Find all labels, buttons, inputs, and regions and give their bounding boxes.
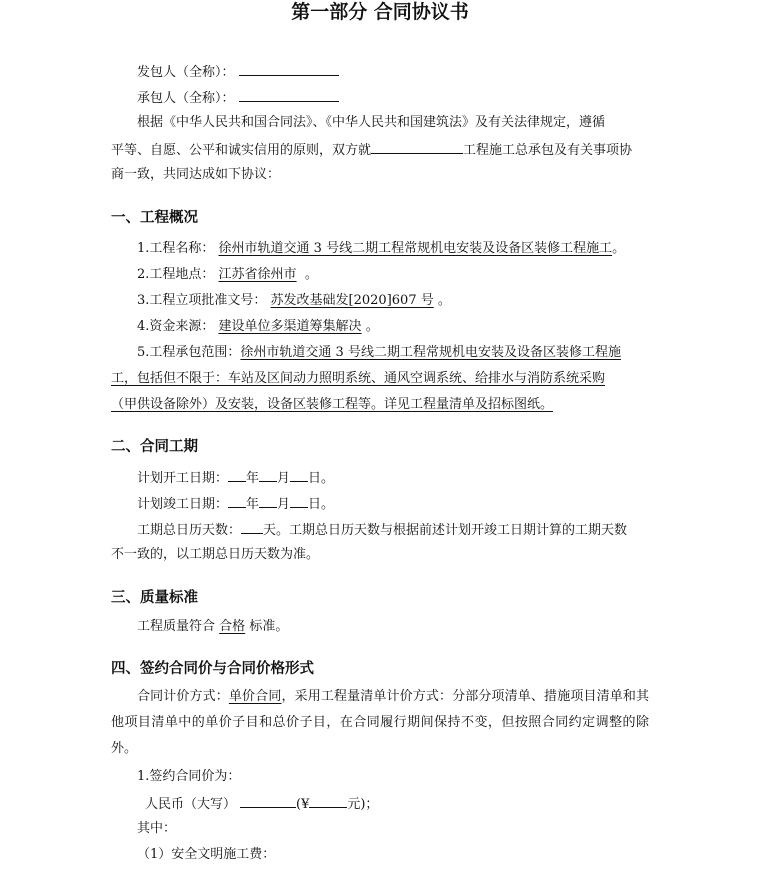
finish-day-blank	[290, 494, 308, 508]
total-days-row	[137, 520, 627, 540]
start-month-blank	[259, 468, 277, 482]
project-name-blank	[371, 140, 463, 154]
intro-line-2	[111, 140, 632, 160]
safety-fee-item: （1）安全文明施工费：	[137, 847, 276, 862]
start-day-blank	[290, 468, 308, 482]
rmb-words-blank	[240, 794, 296, 808]
approval-label: 3.工程立项批准文号：	[137, 293, 267, 308]
yen-close: 元)；	[347, 797, 379, 812]
fund-source-end: 。	[365, 319, 379, 334]
intro-line-1: 根据《中华人民共和国合同法》、《中华人民共和国建筑法》及有关法律规定，遵循	[137, 115, 606, 130]
total-days-text: 天。工期总日历天数与根据前述计划开竣工日期计算的工期天数	[263, 523, 628, 538]
scope-label: 5.工程承包范围：	[137, 345, 241, 360]
total-days-label: 工期总日历天数：	[137, 523, 242, 538]
project-name-value: 徐州市轨道交通 3 号线二期工程常规机电安装及设备区装修工程施工	[218, 241, 613, 256]
quality-prefix: 工程质量符合	[137, 619, 216, 634]
pricing-paragraph	[111, 684, 649, 762]
start-year-blank	[228, 468, 246, 482]
project-location-row	[137, 266, 318, 284]
project-location-label: 2.工程地点：	[137, 267, 215, 282]
quality-value: 合格	[219, 619, 246, 634]
quality-row	[137, 618, 288, 636]
pricing-label: 合同计价方式：	[137, 689, 229, 704]
yen-amount-blank	[309, 794, 347, 808]
planned-finish-label: 计划竣工日期：	[137, 497, 229, 512]
start-day-unit: 日。	[308, 471, 335, 486]
scope-row-1	[137, 344, 621, 362]
section-1-heading: 一、工程概况	[111, 210, 198, 226]
contractor-blank	[239, 88, 339, 102]
planned-start-label: 计划开工日期：	[137, 471, 229, 486]
yen-open: (¥	[296, 797, 310, 812]
contractor-line	[137, 88, 339, 108]
planned-finish-row	[137, 494, 334, 514]
project-location-end: 。	[304, 267, 318, 282]
scope-value-2b: ，包括但不限于：车站及区间动力照明系统、通风空调系统、给排水与消防系统采购	[124, 371, 606, 386]
approval-row	[137, 292, 451, 310]
section-4-heading: 四、签约合同价与合同价格形式	[111, 661, 314, 677]
finish-day-unit: 日。	[308, 497, 335, 512]
section-3-heading: 三、质量标准	[111, 590, 198, 606]
start-year-unit: 年	[246, 471, 260, 486]
scope-value-3: （甲供设备除外）及安装，设备区装修工程等。详见工程量清单及招标图纸。	[111, 397, 554, 412]
intro-line-3: 商一致，共同达成如下协议：	[111, 167, 281, 182]
pricing-value: 单价合同	[228, 689, 282, 704]
contractor-label: 承包人（全称）：	[137, 91, 235, 106]
finish-year-unit: 年	[246, 497, 260, 512]
total-days-blank	[241, 520, 263, 534]
scope-row-3	[111, 396, 553, 414]
pricing-rest: ，采用工程量清单计价方式：分部分项清单、措施项目清单和其他项目清单中的单价子目和总价子目，在合同履行期间保持不变，但按照合同约定调整的除外。	[111, 689, 649, 756]
employer-blank	[239, 62, 339, 76]
employer-line	[137, 62, 339, 82]
scope-row-2	[111, 370, 605, 388]
rmb-label: 人民币（大写）	[145, 797, 237, 812]
project-name-end: 。	[612, 241, 626, 256]
quality-suffix: 标准。	[249, 619, 289, 634]
project-location-value: 江苏省徐州市	[218, 267, 297, 282]
start-month-unit: 月	[277, 471, 291, 486]
finish-month-unit: 月	[277, 497, 291, 512]
total-days-row-2: 不一致的，以工期总日历天数为准。	[111, 547, 320, 562]
intro-text-b: 工程施工总承包及有关事项协	[463, 143, 633, 158]
finish-month-blank	[259, 494, 277, 508]
contract-price-label: 1.签约合同价为：	[137, 769, 241, 784]
fund-source-label: 4.资金来源：	[137, 319, 215, 334]
fund-source-row	[137, 318, 379, 336]
employer-label: 发包人（全称）：	[137, 65, 235, 80]
including-label: 其中：	[137, 821, 177, 836]
approval-value: 苏发改基础发[2020]607 号	[270, 293, 434, 308]
section-2-heading: 二、合同工期	[111, 439, 198, 455]
rmb-row	[145, 794, 378, 814]
page-title: 第一部分 合同协议书	[291, 1, 469, 23]
intro-text-a: 平等、自愿、公平和诚实信用的原则，双方就	[111, 143, 372, 158]
finish-year-blank	[228, 494, 246, 508]
approval-end: 。	[437, 293, 451, 308]
scope-value-1: 徐州市轨道交通 3 号线二期工程常规机电安装及设备区装修工程施	[240, 345, 621, 360]
planned-start-row	[137, 468, 334, 488]
fund-source-value: 建设单位多渠道筹集解决	[218, 319, 362, 334]
project-name-label: 1.工程名称：	[137, 241, 215, 256]
project-name-row	[137, 240, 625, 258]
scope-value-2a: 工	[111, 371, 125, 386]
